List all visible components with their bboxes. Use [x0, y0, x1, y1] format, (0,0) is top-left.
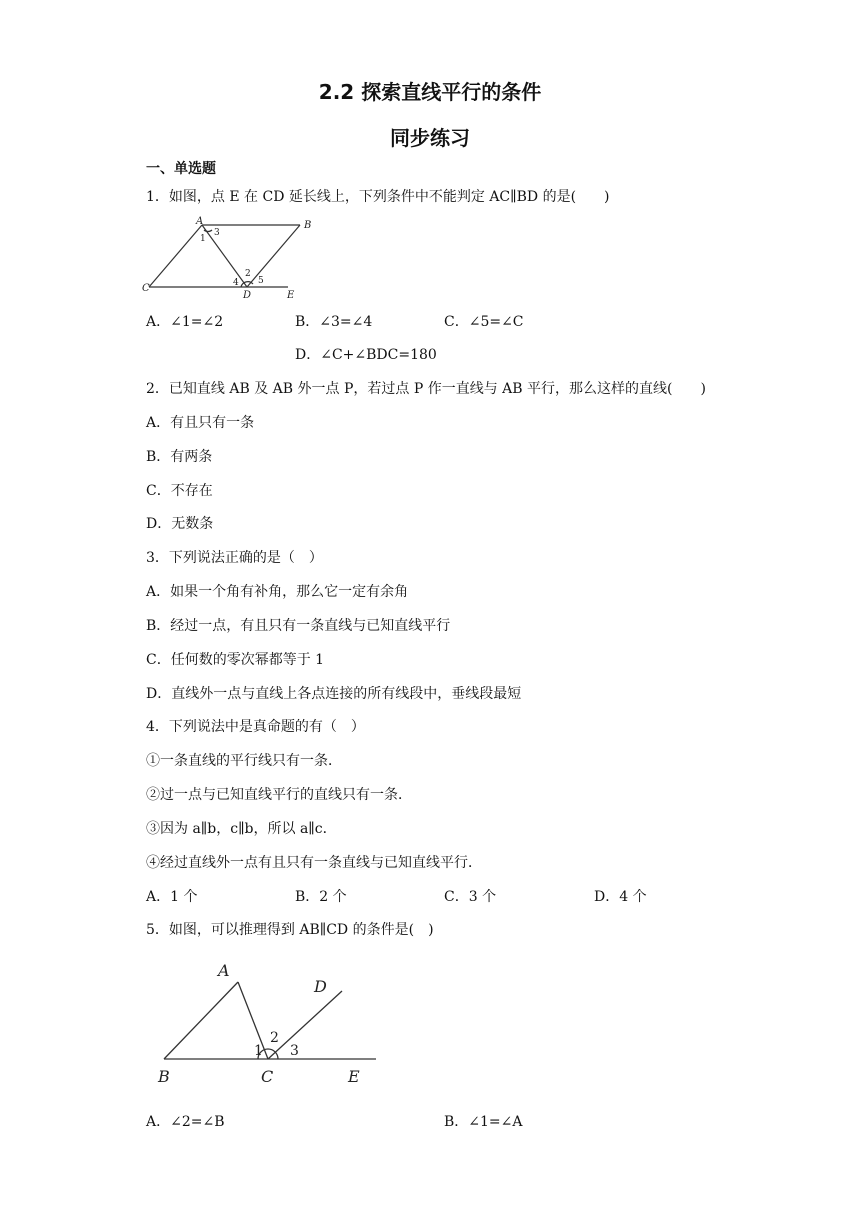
q1-label-d: D: [243, 290, 252, 301]
section-heading: 一、单选题: [146, 161, 216, 177]
q4-option-c: C．3 个: [444, 889, 497, 905]
q2-option-c: C．不存在: [146, 483, 213, 499]
q4-option-d: D．4 个: [594, 889, 647, 905]
q4-option-a: A．1 个: [146, 889, 198, 905]
q5-label-a: A: [218, 961, 230, 980]
q2-option-d: D．无数条: [146, 516, 214, 532]
q3-option-c: C．任何数的零次幂都等于 1: [146, 652, 325, 668]
q2-option-b: B．有两条: [146, 449, 213, 465]
q1-angle-1: 1: [200, 234, 206, 244]
q1-option-c: C．∠5=∠C: [444, 314, 524, 330]
page-subtitle: 同步练习: [390, 126, 470, 150]
q3-option-b: B．经过一点，有且只有一条直线与已知直线平行: [146, 618, 451, 634]
q1-angle-4: 4: [233, 278, 239, 288]
q1-label-e: E: [287, 290, 295, 301]
q5-option-a: A．∠2=∠B: [146, 1114, 225, 1130]
q1-stem: 1．如图，点 E 在 CD 延长线上，下列条件中不能判定 AC∥BD 的是( ): [146, 189, 610, 205]
q4-statement-1: ①一条直线的平行线只有一条．: [146, 753, 342, 769]
q1-label-b: B: [304, 220, 312, 231]
q1-angle-5: 5: [258, 276, 264, 286]
q5-label-d: D: [314, 977, 327, 996]
q1-angle-3: 3: [214, 228, 220, 238]
q5-angle-3: 3: [290, 1043, 299, 1059]
q1-label-a: A: [196, 216, 204, 227]
q4-statement-4: ④经过直线外一点有且只有一条直线与已知直线平行．: [146, 855, 482, 871]
q1-angle-2: 2: [245, 269, 251, 279]
q5-option-b: B．∠1=∠A: [444, 1114, 523, 1130]
q1-figure: [140, 214, 320, 302]
q5-label-c: C: [261, 1067, 274, 1086]
q4-stem: 4．下列说法中是真命题的有（ ）: [146, 719, 365, 735]
q2-stem: 2．已知直线 AB 及 AB 外一点 P，若过点 P 作一直线与 AB 平行，那么这样的直线( ): [146, 381, 706, 397]
q1-option-b: B．∠3=∠4: [295, 314, 373, 330]
q5-stem: 5．如图，可以推理得到 AB∥CD 的条件是( ): [146, 922, 434, 938]
q4-statement-2: ②过一点与已知直线平行的直线只有一条．: [146, 787, 412, 803]
q5-angle-1: 1: [254, 1043, 263, 1059]
q5-label-e: E: [348, 1067, 360, 1086]
q3-option-a: A．如果一个角有补角，那么它一定有余角: [146, 584, 409, 600]
q3-option-d: D．直线外一点与直线上各点连接的所有线段中，垂线段最短: [146, 686, 522, 702]
q5-angle-2: 2: [270, 1030, 279, 1046]
page-title: 2.2 探索直线平行的条件: [318, 80, 542, 104]
q5-figure: [150, 954, 390, 1090]
q4-statement-3: ③因为 a∥b，c∥b，所以 a∥c．: [146, 821, 337, 837]
q1-label-c: C: [142, 283, 150, 294]
q1-option-a: A．∠1=∠2: [146, 314, 224, 330]
q3-stem: 3．下列说法正确的是（ ）: [146, 550, 323, 566]
q1-option-d: D．∠C+∠BDC=180: [295, 347, 437, 363]
q5-label-b: B: [158, 1067, 170, 1086]
q4-option-b: B．2 个: [295, 889, 347, 905]
q2-option-a: A．有且只有一条: [146, 415, 255, 431]
